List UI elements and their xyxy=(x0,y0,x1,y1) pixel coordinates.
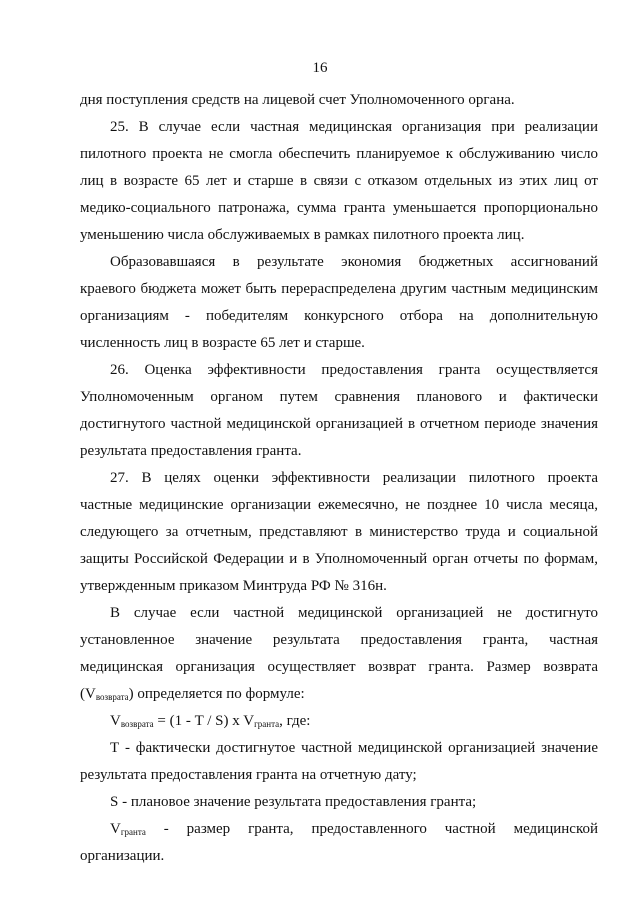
text-line: дня поступления средств на лицевой счет Уполномоченного органа. xyxy=(80,92,515,108)
t-definition-line: Т - фактически достигнутое частной медицинской организацией значение xyxy=(110,740,598,756)
text-line: частные медицинские организации ежемесячно, не позднее 10 числа месяца, xyxy=(80,497,598,513)
text-line: 25. В случае если частная медицинская организация при реализации xyxy=(110,119,598,135)
text-line: В случае если частной медицинской организацией не достигнуто xyxy=(110,605,598,621)
text-line: пилотного проекта не смогла обеспечить планируемое к обслуживанию число xyxy=(80,146,598,162)
formula-intro-line: $(V_{возврата})$ определяется по формуле: xyxy=(80,686,305,702)
text-line: численность лиц в возрасте 65 лет и старше. xyxy=(80,335,365,351)
page-number: 16 xyxy=(312,60,328,76)
text-line: 26. Оценка эффективности предоставления гранта осуществляется xyxy=(110,362,598,378)
text-line: уменьшению числа обслуживаемых в рамках пилотного проекта лиц. xyxy=(80,227,525,243)
text-line: утвержденным приказом Минтруда РФ № 316н. xyxy=(80,578,387,594)
text-line: 27. В целях оценки эффективности реализации пилотного проекта xyxy=(110,470,598,486)
text-line: достигнутого частной медицинской организацией в отчетном периоде значения xyxy=(80,416,598,432)
text-line: результата предоставления гранта. xyxy=(80,443,302,459)
text-line: Образовавшаяся в результате экономия бюджетных ассигнований xyxy=(110,254,598,270)
s-definition-line: S - плановое значение результата предоставления гранта; xyxy=(110,794,477,810)
text-line: следующего за отчетным, представляют в министерство труда и социальной xyxy=(80,524,598,540)
v-definition-line: $V_{гранта}$ - размер гранта, предоставленного частной медицинской xyxy=(110,821,598,837)
text-line: защиты Российской Федерации и в Уполномоченный орган отчеты по формам, xyxy=(80,551,598,567)
t-definition-line-2: результата предоставления гранта на отчетную дату; xyxy=(80,767,417,783)
text-line: медицинская организация осуществляет возврат гранта. Размер возврата xyxy=(80,659,598,675)
text-line: краевого бюджета может быть перераспределена другим частным медицинским xyxy=(80,281,598,297)
text-line: лиц в возрасте 65 лет и старше в связи с отказом отдельных из этих лиц от xyxy=(80,173,598,189)
formula-line: $V_{возврата} = (1 - T / S)$ x $V_{гранта}$, где: xyxy=(110,713,311,729)
v-definition-line-2: организации. xyxy=(80,848,165,864)
text-line: медико-социального патронажа, сумма гранта уменьшается пропорционально xyxy=(80,200,598,216)
text-line: организациям - победителям конкурсного отбора на дополнительную xyxy=(80,308,598,324)
text-line: установленное значение результата предоставления гранта, частная xyxy=(80,632,598,648)
text-line: Уполномоченным органом путем сравнения планового и фактически xyxy=(80,389,598,405)
